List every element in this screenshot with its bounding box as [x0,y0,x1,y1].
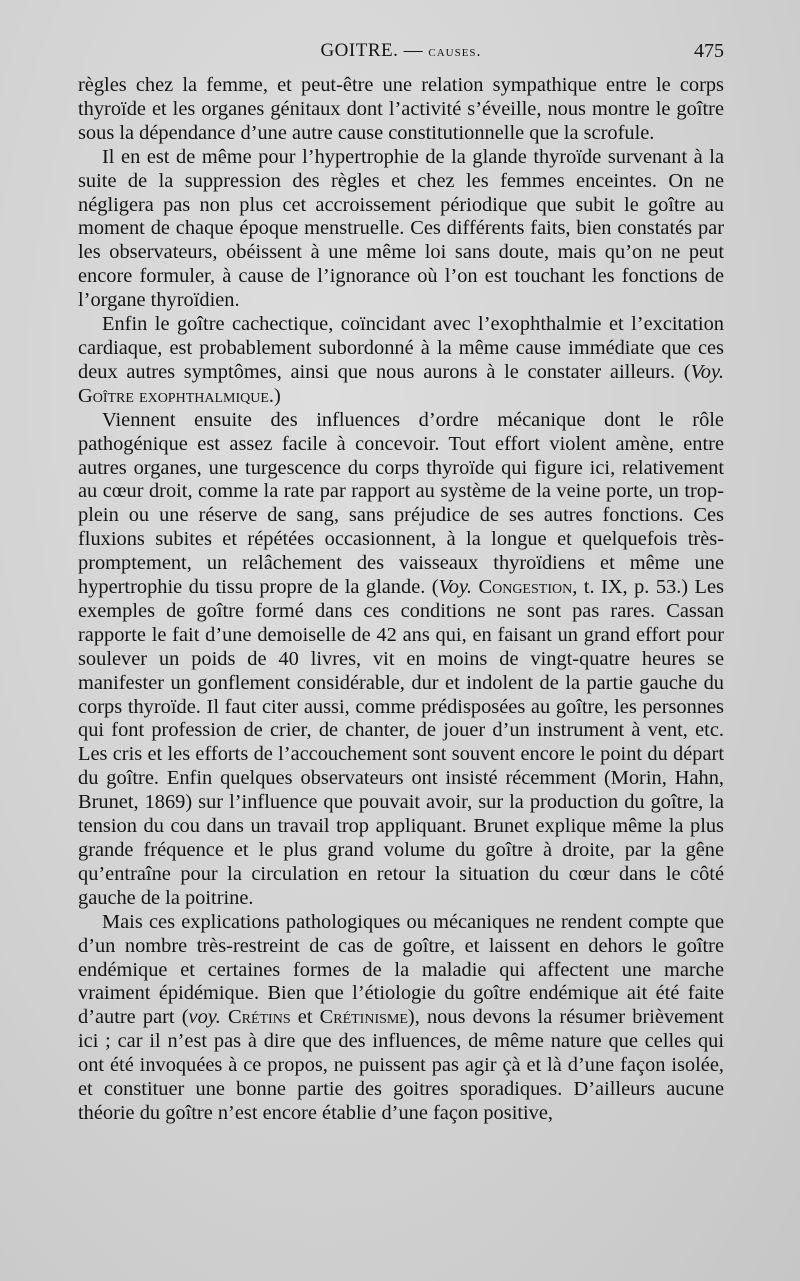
paragraph-5 [78,911,724,1126]
paragraph-3 [78,313,724,409]
cross-reference: Crétinisme [319,1006,408,1029]
paragraph-4 [78,409,724,911]
body-text [78,74,724,1126]
paragraph-5-text: Mais ces explications pathologiques ou mécaniques ne rendent compte que d’un nombre très-restreint de cas de goître, et laissent en dehors le goître endémique et certaines formes de la maladie qui affectent une marche vraiment épidémique. Bien que l’étiologie du goître endémique ait été faite d’autre part ( [78,910,724,1029]
paragraph-4-text: Viennent ensuite des influences d’ordre mécanique dont le rôle pathogénique est assez facile à concevoir. Tout effort violent amène, entre autres organes, une turgescence du corps thyroïde qui figure ici, relativement au cœur droit, comme la rate par rapport au système de la veine porte, un trop-plein ou une réserve de sang, sans préjudice de ses autres fonctions. Ces fluxions subites et répétées occasionnent, à la longue et quelquefois très-promptement, un relâchement des vaisseaux thyroïdiens et même une hypertrophie du tissu propre de la glande. ( [78,408,724,599]
paragraph-2: Il en est de même pour l’hypertrophie de la glande thyroïde survenant à la suite de la suppression des règles et chez les femmes enceintes. On ne négligera pas non plus cet accroissement périodique que subit le goître au moment de chaque époque menstruelle. Ces différents faits, bien constatés par les observateurs, obéissent à une même loi sans doute, mais qu’on ne peut encore formuler, à cause de l’ignorance où l’on est touchant les fonctions de l’organe thyroïdien. [78,145,724,312]
header-dash: — [398,40,429,61]
voy-abbreviation: voy. [188,1006,221,1029]
cross-reference: Crétins [228,1006,291,1029]
cross-reference: Goître exophthalmique [78,384,269,407]
header-title: GOITRE. [320,40,399,61]
cross-reference: Congestion [478,576,573,599]
paragraph-3-text: Enfin le goître cachectique, coïncidant avec l’exophthalmie et l’excitation cardiaque, est probablement subordonné à la même cause immédiate que ces deux autres symptômes, ainsi que nous aurons à le constater ailleurs. ( [78,313,724,383]
conjunction: et [290,1006,320,1029]
header-section: causes. [428,43,482,60]
voy-abbreviation: Voy. [690,360,724,383]
page-number: 475 [694,40,724,62]
paragraph-1: règles chez la femme, et peut-être une relation sympathique entre le corps thyroïde et les organes génitaux dont l’activité s’éveille, nous montre le goître sous la dépendance d’une autre cause constitutionnelle que la scrofule. [78,74,724,144]
paragraph-5-rest: ), nous devons la résumer brièvement ici ; car il n’est pas à dire que des influences, de même nature que celles qui ont été invoquées à ce propos, ne puissent pas agir çà et là d’une façon isolée, et constituer une bonne partie des goitres sporadiques. D’ailleurs aucune théorie du goître n’est encore établie d’une façon positive, [78,1006,724,1124]
paragraph-3-end: .) [268,384,281,407]
voy-abbreviation: Voy. [438,576,473,599]
running-title [78,40,724,62]
running-header [78,38,724,68]
paragraph-4-rest: , t. IX, p. 53.) Les exemples de goître formé dans ces conditions ne sont pas rares. Cassan rapporte le fait d’une demoiselle de 42 ans qui, en faisant un grand effort pour soulever un poids de 40 livres, vit en moins de vingt-quatre heures se manifester un gonflement considérable, dur et indolent de la partie gauche du corps thyroïde. Il faut citer aussi, comme prédisposées au goître, les personnes qui font profession de crier, de chanter, de jouer d’un instrument à vent, etc. Les cris et les efforts de l’accouchement sont souvent encore le point du départ du goître. Enfin quelques observateurs ont insisté récemment (Morin, Hahn, Brunet, 1869) sur l’influence que pouvait avoir, sur la production du goître, la tension du cou dans un travail trop appliquant. Brunet explique même la plus grande fréquence et le plus grand volume du goître à droite, par la gêne qu’entraîne pour la circulation en retour la situation du cœur dans le côté gauche de la poitrine. [78,576,724,909]
